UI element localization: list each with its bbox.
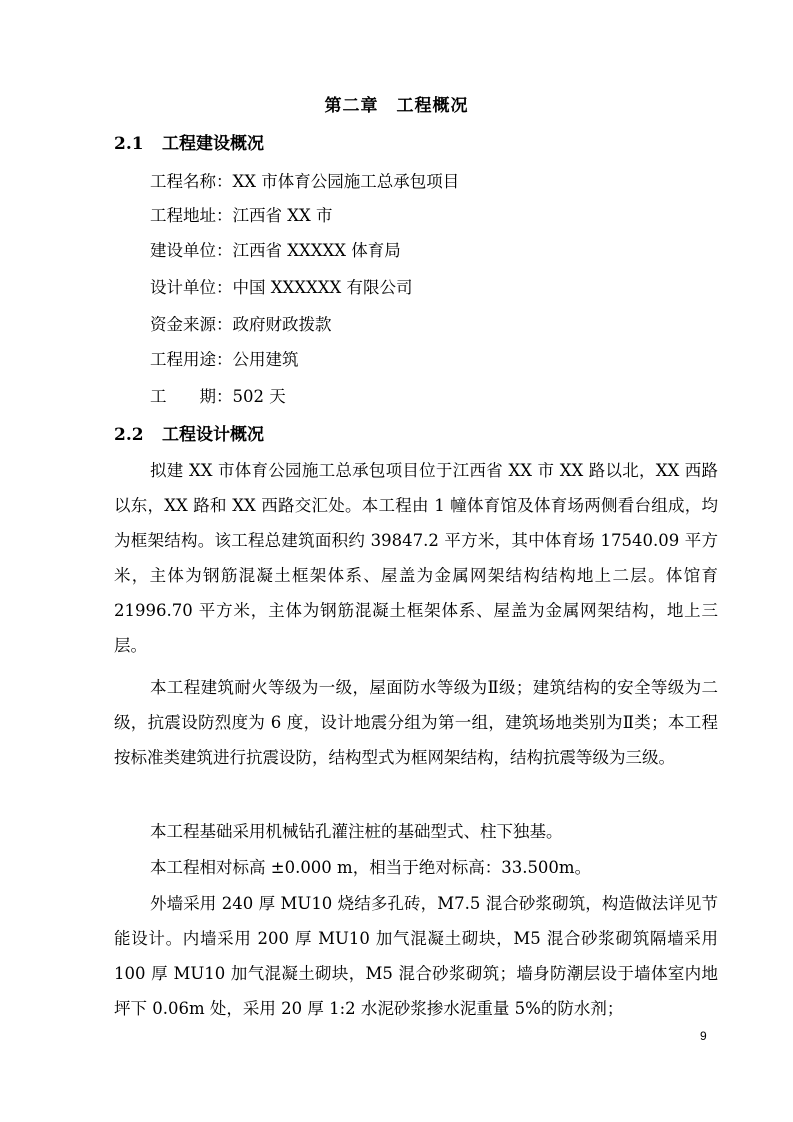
paragraph-project-location: 拟建 XX 市体育公园施工总承包项目位于江西省 XX 市 XX 路以北，XX 西路以东，XX 路和 XX 西路交汇处。本工程由 1 幢体育馆及体育场两侧看台组成，均为框架结构。该工程总建筑面积约 39847.2 平方米，其中体育场 17540.09 平方米，主体为钢筋混凝土框架体系、屋盖为金属网架结构结构地上二层。体馆育 21996.70 平方米，主体为钢筋混凝土框架体系、屋盖为金属网架结构，地上三层。 <box>114 461 718 655</box>
info-line-duration <box>150 385 286 409</box>
info-value: 502 天 <box>232 387 286 406</box>
paragraph-foundation: 本工程基础采用机械钻孔灌注桩的基础型式、柱下独基。 <box>150 822 563 841</box>
info-value: 政府财政拨款 <box>232 315 332 334</box>
section-heading-2-1 <box>114 132 264 156</box>
page-number: 9 <box>700 1029 707 1043</box>
chapter-title: 第二章 工程概况 <box>324 96 469 116</box>
section-title: 工程建设概况 <box>162 134 264 154</box>
info-line-project-address <box>150 204 332 228</box>
paragraph-elevation: 本工程相对标高 ±0.000 m，相当于绝对标高：33.500m。 <box>150 858 592 877</box>
info-label: 资金来源： <box>150 315 233 334</box>
paragraph-walls: 外墙采用 240 厚 MU10 烧结多孔砖，M7.5 混合砂浆砌筑，构造做法详见节能设计。内墙采用 200 厚 MU10 加气混凝土砌块，M5 混合砂浆砌筑隔墙采用 100 厚 MU10 加气混凝土砌块，M5 混合砂浆砌筑；墙身防潮层设于墙体室内地坪下 0.06m 处，采用 20 厚 1:2 水泥砂浆掺水泥重量 5%的防水剂； <box>114 894 718 1018</box>
section-heading-2-2 <box>114 423 264 447</box>
info-label: 建设单位： <box>150 241 233 260</box>
info-label: 工 期： <box>150 387 233 406</box>
info-label: 工程地址： <box>150 206 233 225</box>
info-value: 江西省 XXXXX 体育局 <box>232 241 401 260</box>
info-line-funding-source <box>150 313 332 337</box>
section-number: 2.1 <box>114 134 144 154</box>
section-title: 工程设计概况 <box>162 425 264 445</box>
info-label: 工程用途： <box>150 350 233 369</box>
section-number: 2.2 <box>114 425 144 445</box>
info-value: 江西省 XX 市 <box>232 206 333 225</box>
info-label: 设计单位： <box>150 278 233 297</box>
info-line-project-name <box>150 170 459 194</box>
info-value: 公用建筑 <box>232 350 299 369</box>
info-line-project-use <box>150 348 299 372</box>
paragraph-fire-seismic: 本工程建筑耐火等级为一级，屋面防水等级为Ⅱ级；建筑结构的安全等级为二级，抗震设防烈度为 6 度，设计地震分组为第一组，建筑场地类别为Ⅱ类；本工程按标准类建筑进行抗震设防，结构型式为框网架结构，结构抗震等级为三级。 <box>114 678 718 767</box>
info-line-construction-unit <box>150 239 401 263</box>
info-line-design-unit <box>150 276 412 300</box>
info-value: 中国 XXXXXX 有限公司 <box>232 278 413 297</box>
info-label: 工程名称： <box>150 172 233 191</box>
info-value: XX 市体育公园施工总承包项目 <box>232 172 460 191</box>
